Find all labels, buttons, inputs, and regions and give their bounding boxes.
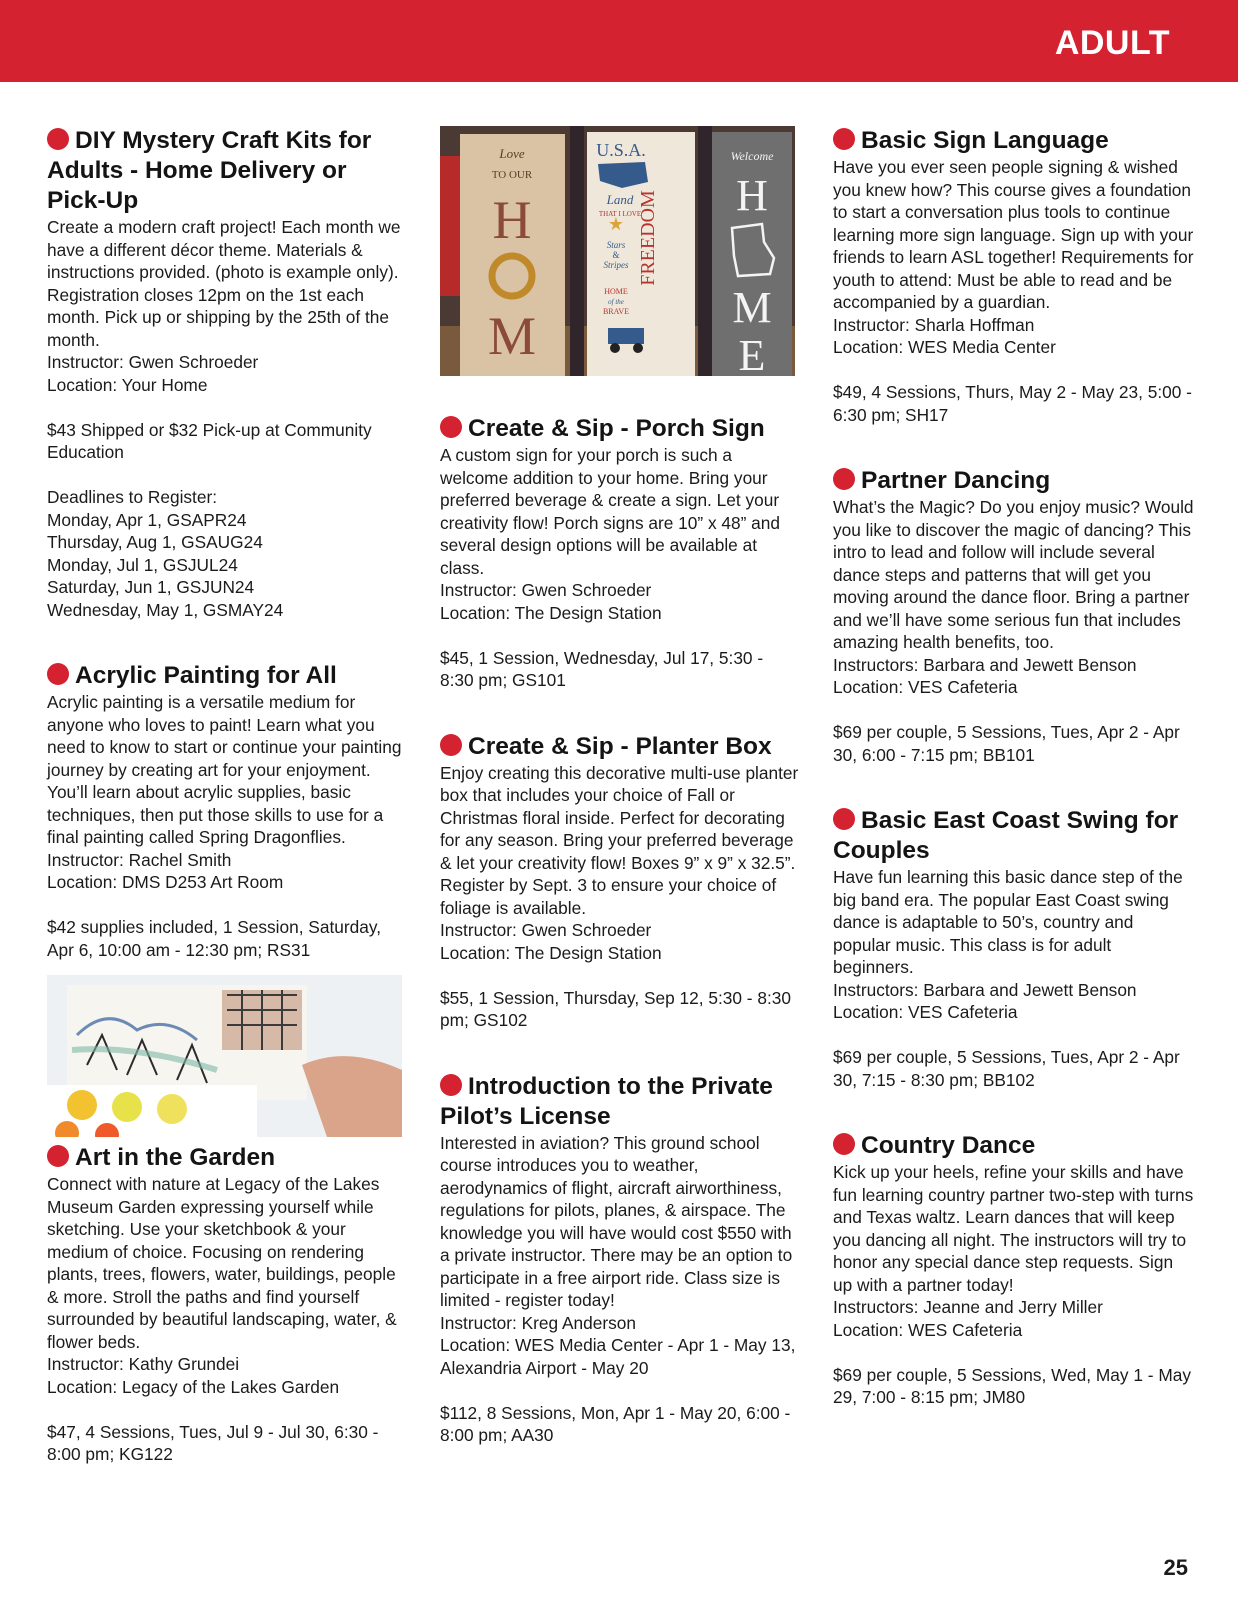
- course-description: Connect with nature at Legacy of the Lakes Museum Garden expressing yourself while sketching. Use your sketchbook & your medium of choice. Focusing on rendering plants, trees, flowers, water, buildings, people & more. Stroll the paths and find yourself surrounded by beautiful landscaping, water, & flower beds.: [47, 1174, 397, 1352]
- bullet-dot-icon: [440, 734, 462, 756]
- column-right: [833, 126, 1195, 1409]
- bullet-dot-icon: [833, 128, 855, 150]
- course-location: Location: VES Cafeteria: [833, 677, 1018, 697]
- course-title-text: Art in the Garden: [75, 1144, 276, 1171]
- column-middle: [440, 126, 800, 1447]
- course-price: $49, 4 Sessions, Thurs, May 2 - May 23, 5:00 - 6:30 pm; SH17: [833, 382, 1192, 425]
- bullet-dot-icon: [833, 1133, 855, 1155]
- course-title-text: Acrylic Painting for All: [75, 662, 337, 689]
- course-instructor: Instructor: Gwen Schroeder: [440, 580, 652, 600]
- deadline-item: Saturday, Jun 1, GSJUN24: [47, 577, 255, 597]
- course-art-in-garden: [47, 1143, 407, 1466]
- course-porch-sign: [440, 414, 800, 692]
- course-location: Location: WES Media Center - Apr 1 - May 13, Alexandria Airport - May 20: [440, 1335, 796, 1378]
- course-location: Location: WES Cafeteria: [833, 1319, 1023, 1340]
- course-instructor: Instructor: Rachel Smith: [47, 849, 232, 870]
- course-instructor: Instructors: Barbara and Jewett Benson: [833, 654, 1137, 675]
- course-price: $55, 1 Session, Thursday, Sep 12, 5:30 - 8:30 pm; GS102: [440, 987, 791, 1030]
- course-description: A custom sign for your porch is such a welcome addition to your home. Bring your preferred beverage & create a sign. Let your creativity flow! Porch signs are 10” x 48” and several design options will be available at class.: [440, 445, 781, 578]
- sign2-vertical-text: FREEDOM: [637, 190, 659, 286]
- course-title: [440, 1072, 800, 1132]
- deadline-item: Wednesday, May 1, GSMAY24: [47, 599, 284, 620]
- course-instructor: Instructors: Jeanne and Jerry Miller: [833, 1297, 1103, 1317]
- sign3-letter: E: [738, 331, 766, 376]
- sign2-line: Stripes: [603, 260, 629, 270]
- course-description: Kick up your heels, refine your skills and have fun learning country partner two-step with turns and Texas waltz. Learn dances that will keep you dancing all night. The instructors will try to honor any special dance step requests. Sign up with a partner today!: [833, 1162, 1194, 1295]
- bullet-dot-icon: [47, 663, 69, 685]
- bullet-dot-icon: [833, 468, 855, 490]
- course-title: [833, 806, 1195, 866]
- course-diy-craft-kits: [47, 126, 407, 621]
- course-title: [47, 661, 407, 691]
- course-price: $47, 4 Sessions, Tues, Jul 9 - Jul 30, 6:30 - 8:00 pm; KG122: [47, 1421, 379, 1464]
- sign3-letter: H: [736, 171, 768, 220]
- course-country-dance: [833, 1131, 1195, 1409]
- bullet-dot-icon: [47, 128, 69, 150]
- course-location: Location: Legacy of the Lakes Garden: [47, 1376, 340, 1397]
- sign1-letter: H: [492, 190, 532, 250]
- sign3-letter: M: [732, 283, 772, 332]
- sign1-top-text: Love: [499, 146, 525, 161]
- deadline-item: Monday, Apr 1, GSAPR24: [47, 509, 247, 530]
- course-title: [440, 414, 800, 444]
- sign2-line: BRAVE: [602, 307, 630, 316]
- course-location: Location: Your Home: [47, 374, 208, 395]
- deadline-item: Thursday, Aug 1, GSAUG24: [47, 532, 263, 552]
- course-location: Location: The Design Station: [440, 942, 662, 963]
- course-title-text: Partner Dancing: [861, 467, 1051, 494]
- course-title-text: Create & Sip - Planter Box: [468, 732, 772, 760]
- sign2-line: &: [612, 250, 620, 260]
- course-instructor: Instructors: Barbara and Jewett Benson: [833, 979, 1137, 1000]
- course-price: $43 Shipped or $32 Pick-up at Community Education: [47, 419, 372, 462]
- sketching-photo: [47, 975, 402, 1137]
- course-price: $112, 8 Sessions, Mon, Apr 1 - May 20, 6:00 - 8:00 pm; AA30: [440, 1402, 791, 1445]
- course-east-coast-swing: [833, 806, 1195, 1091]
- course-instructor: Instructor: Kreg Anderson: [440, 1312, 636, 1333]
- course-description: Acrylic painting is a versatile medium for anyone who loves to paint! Learn what you need to know to start or continue your painting journey by creating art for your enjoyment. You’ll learn about acrylic supplies, basic techniques, then put those skills to use for a final painting called Spring Dragonflies.: [47, 692, 402, 847]
- course-planter-box: [440, 732, 800, 1032]
- course-description: What’s the Magic? Do you enjoy music? Would you like to discover the magic of dancing? This intro to lead and follow will include several dance steps and patterns that will get you moving around the dance floor. Bring a partner and we’ll have some serious fun that includes amazing health benefits, too.: [833, 497, 1194, 652]
- course-location: Location: WES Media Center: [833, 337, 1056, 357]
- sign1-sub-text: TO OUR: [491, 169, 533, 181]
- column-left: [47, 126, 407, 1466]
- course-price: $69 per couple, 5 Sessions, Wed, May 1 - May 29, 7:00 - 8:15 pm; JM80: [833, 1364, 1191, 1407]
- course-instructor: Instructor: Gwen Schroeder: [440, 920, 652, 940]
- course-title-text: Introduction to the Private Pilot’s License: [440, 1072, 773, 1130]
- sign3-top-text: Welcome: [730, 149, 774, 163]
- sign2-top-text: U.S.A.: [596, 140, 646, 160]
- svg-text:★: ★: [607, 214, 625, 234]
- course-title: [833, 1131, 1195, 1161]
- course-title-text: Basic East Coast Swing for Couples: [833, 807, 1179, 864]
- header-bar: [0, 0, 1238, 82]
- course-description: Have you ever seen people signing & wished you knew how? This course gives a foundation to start a conversation plus tools to continue learning more sign language. Sign up with your friends to learn ASL together! Requirements for youth to attend: Must be able to read and be accompanied by a guardian.: [833, 157, 1194, 312]
- course-price: $45, 1 Session, Wednesday, Jul 17, 5:30 - 8:30 pm; GS101: [440, 647, 764, 690]
- course-instructor: Instructor: Gwen Schroeder: [47, 352, 259, 372]
- page-number: 25: [1163, 1555, 1188, 1580]
- course-location: Location: The Design Station: [440, 602, 662, 623]
- course-partner-dancing: [833, 466, 1195, 766]
- sign1-letter: M: [487, 306, 537, 366]
- course-title-text: Basic Sign Language: [861, 127, 1109, 154]
- deadlines-label: Deadlines to Register:: [47, 487, 218, 507]
- sign2-line: HOME: [604, 287, 628, 296]
- course-title: [47, 126, 407, 216]
- bullet-dot-icon: [440, 416, 462, 438]
- course-instructor: Instructor: Kathy Grundei: [47, 1354, 240, 1374]
- sign2-line: Land: [606, 192, 634, 207]
- bullet-dot-icon: [47, 1145, 69, 1167]
- course-price: $42 supplies included, 1 Session, Saturday, Apr 6, 10:00 am - 12:30 pm; RS31: [47, 917, 381, 960]
- porch-signs-photo: [440, 126, 795, 376]
- course-location: Location: VES Cafeteria: [833, 1002, 1018, 1022]
- course-title-text: DIY Mystery Craft Kits for Adults - Home Delivery or Pick-Up: [47, 127, 372, 214]
- course-description: Have fun learning this basic dance step of the big band era. The popular East Coast swing dance is adaptable to 50’s, country and popular music. This class is for adult beginners.: [833, 867, 1183, 977]
- course-description: Interested in aviation? This ground school course introduces you to weather, aerodynamics of flight, aircraft airworthiness, regulations for pilots, planes, & airspace. The knowledge you will have would cost $550 with a private instructor. There may be an option to participate in a free airport ride. Class size is limited - register today!: [440, 1132, 793, 1310]
- course-location: Location: DMS D253 Art Room: [47, 872, 284, 892]
- section-title: ADULT: [1054, 24, 1170, 62]
- sign2-line: of the: [608, 298, 624, 306]
- sign2-line: Stars: [606, 240, 626, 250]
- course-sign-language: [833, 126, 1195, 426]
- bullet-dot-icon: [833, 808, 855, 830]
- course-title: [833, 466, 1195, 496]
- bullet-dot-icon: [440, 1074, 462, 1096]
- course-acrylic-painting: [47, 661, 407, 961]
- course-instructor: Instructor: Sharla Hoffman: [833, 314, 1035, 335]
- course-title: [833, 126, 1195, 156]
- deadline-item: Monday, Jul 1, GSJUL24: [47, 554, 238, 575]
- course-title: [440, 732, 800, 762]
- course-price: $69 per couple, 5 Sessions, Tues, Apr 2 - Apr 30, 6:00 - 7:15 pm; BB101: [833, 722, 1180, 765]
- course-private-pilot: [440, 1072, 800, 1447]
- sign2-line: THAT I LOVE: [598, 210, 642, 218]
- course-description: Enjoy creating this decorative multi-use planter box that includes your choice of Fall or Christmas floral inside. Perfect for decorating for any season. Bring your preferred beverage & let your creativity flow! Boxes 9” x 9” x 32.5”. Register by Sept. 3 to ensure your choice of foliage is available.: [440, 762, 799, 918]
- course-title: [47, 1143, 407, 1173]
- course-price: $69 per couple, 5 Sessions, Tues, Apr 2 - Apr 30, 7:15 - 8:30 pm; BB102: [833, 1047, 1180, 1090]
- course-title-text: Country Dance: [861, 1132, 1036, 1159]
- course-title-text: Create & Sip - Porch Sign: [468, 415, 765, 442]
- course-description: Create a modern craft project! Each month we have a different décor theme. Materials & instructions provided. (photo is example only). Registration closes 12pm on the 1st each month. Pick up or shipping by the 25th of the month.: [47, 217, 401, 350]
